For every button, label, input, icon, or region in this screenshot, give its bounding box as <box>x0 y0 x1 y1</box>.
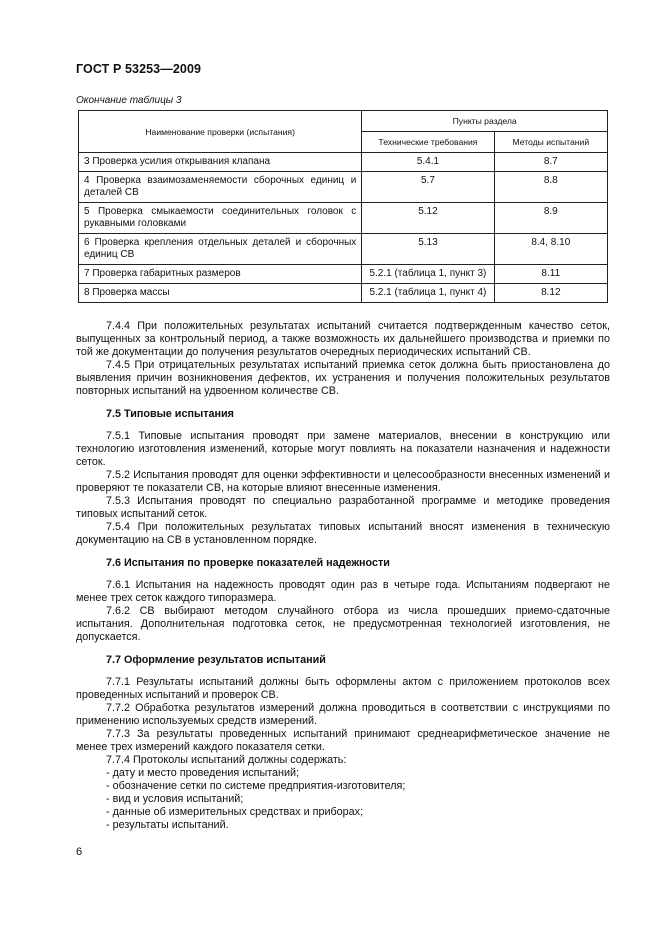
col-method-header: Методы испытаний <box>494 132 607 153</box>
table-row <box>79 234 608 265</box>
row-method: 8.4, 8.10 <box>494 234 607 265</box>
paragraph-7-7-1: 7.7.1 Результаты испытаний должны быть оформлены актом с приложением протоколов всех проведенных испытаний и проверок СВ. <box>76 676 610 701</box>
col-tech-header: Технические требования <box>362 132 494 153</box>
row-name: 4 Проверка взаимозаменяемости сборочных единиц и деталей СВ <box>79 172 362 203</box>
table-row <box>79 284 608 303</box>
paragraph-7-5-1: 7.5.1 Типовые испытания проводят при замене материалов, внесении в конструкцию или технологию изготовления изменений, которые могут повлиять на показатели назначения и надежности сеток. <box>76 430 610 468</box>
list-item: - вид и условия испытаний; <box>106 793 244 805</box>
row-method: 8.8 <box>494 172 607 203</box>
section-heading-7-5: 7.5 Типовые испытания <box>106 408 234 420</box>
paragraph-7-5-4: 7.5.4 При положительных результатах типовых испытаний вносят изменения в техническую документацию на СВ в установленном порядке. <box>76 521 610 546</box>
paragraph-7-7-4: 7.7.4 Протоколы испытаний должны содержать: <box>106 754 347 766</box>
row-tech: 5.2.1 (таблица 1, пункт 4) <box>362 284 494 303</box>
row-tech: 5.2.1 (таблица 1, пункт 3) <box>362 265 494 284</box>
document-code: ГОСТ Р 53253—2009 <box>76 62 202 76</box>
list-item: - дату и место проведения испытаний; <box>106 767 300 779</box>
table-row <box>79 172 608 203</box>
list-item: - данные об измерительных средствах и приборах; <box>106 806 364 818</box>
paragraph-7-4-5: 7.4.5 При отрицательных результатах испытаний приемка сеток должна быть приостановлена до выявления причин возникновения дефектов, их устранения и получения положительных результатов повторных испытаний на удвоенном количестве СВ. <box>76 359 610 397</box>
group-header: Пункты раздела <box>362 111 608 132</box>
table-row <box>79 265 608 284</box>
table-caption: Окончание таблицы 3 <box>76 95 182 106</box>
row-tech: 5.4.1 <box>362 153 494 172</box>
row-method: 8.12 <box>494 284 607 303</box>
protocol-contents-list <box>76 767 610 832</box>
row-name: 5 Проверка смыкаемости соединительных головок с рукавными головками <box>79 203 362 234</box>
row-name: 7 Проверка габаритных размеров <box>79 265 362 284</box>
paragraph-7-5-2: 7.5.2 Испытания проводят для оценки эффективности и целесообразности внесенных изменений и проверяют те показатели СВ, на которые влияют внесенные изменения. <box>76 469 610 494</box>
table-row <box>79 153 608 172</box>
row-method: 8.11 <box>494 265 607 284</box>
list-item: - результаты испытаний. <box>106 819 229 831</box>
row-method: 8.7 <box>494 153 607 172</box>
table-header-row <box>79 111 608 132</box>
section-heading-7-7: 7.7 Оформление результатов испытаний <box>106 654 326 666</box>
paragraph-7-6-2: 7.6.2 СВ выбирают методом случайного отбора из числа прошедших приемо-сдаточные испытания. Дополнительная подготовка сеток, не предусмотренная технологией изготовления, не допускается. <box>76 605 610 643</box>
row-tech: 5.13 <box>362 234 494 265</box>
paragraph-7-7-3: 7.7.3 За результаты проведенных испытаний принимают среднеарифметическое значение не менее трех измерений каждого показателя сетки. <box>76 728 610 753</box>
paragraph-7-6-1: 7.6.1 Испытания на надежность проводят один раз в четыре года. Испытаниям подвергают не менее трех сеток каждого типоразмера. <box>76 579 610 604</box>
paragraph-7-5-3: 7.5.3 Испытания проводят по специально разработанной программе и методике проведения типовых испытаний сеток. <box>76 495 610 520</box>
row-name: 8 Проверка массы <box>79 284 362 303</box>
row-tech: 5.7 <box>362 172 494 203</box>
section-heading-7-6: 7.6 Испытания по проверке показателей надежности <box>106 557 390 569</box>
col-name-header: Наименование проверки (испытания) <box>79 111 362 153</box>
inspection-table <box>78 110 608 303</box>
document-body <box>76 320 610 832</box>
table-row <box>79 203 608 234</box>
row-name: 3 Проверка усилия открывания клапана <box>79 153 362 172</box>
page-number: 6 <box>76 846 83 858</box>
list-item: - обозначение сетки по системе предприятия-изготовителя; <box>106 780 406 792</box>
row-name: 6 Проверка крепления отдельных деталей и сборочных единиц СВ <box>79 234 362 265</box>
paragraph-7-4-4: 7.4.4 При положительных результатах испытаний считается подтвержденным качество сеток, выпущенных за контрольный период, а также возможность их дальнейшего производства и приемки по той же документации до получения результатов очередных периодических испытаний СВ. <box>76 320 610 358</box>
row-tech: 5.12 <box>362 203 494 234</box>
paragraph-7-7-2: 7.7.2 Обработка результатов измерений должна проводиться в соответствии с инструкциями по применению используемых средств измерений. <box>76 702 610 727</box>
row-method: 8.9 <box>494 203 607 234</box>
